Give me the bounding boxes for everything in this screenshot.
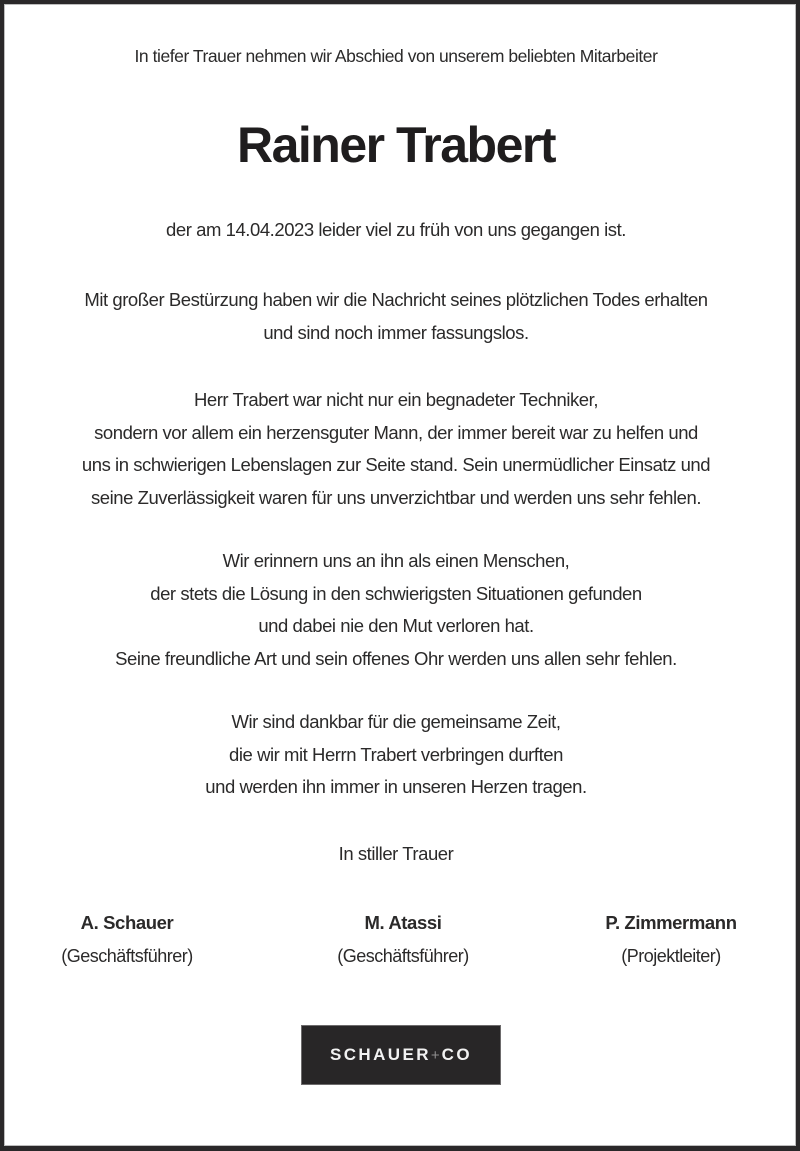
paragraph-3 <box>0 545 796 675</box>
paragraph-line: Seine freundliche Art und sein offenes Ohr werden uns allen sehr fehlen. <box>115 647 677 669</box>
logo-text-left: SCHAUER <box>330 1045 431 1064</box>
paragraph-line: sondern vor allem ein herzensguter Mann, der immer bereit war zu helfen und <box>94 421 698 443</box>
paragraph-line: die wir mit Herrn Trabert verbringen durften <box>229 743 563 765</box>
signatory-3 <box>541 910 800 974</box>
signatory-1 <box>0 910 257 974</box>
paragraph-line: und dabei nie den Mut verloren hat. <box>258 615 534 636</box>
paragraph-line: Herr Trabert war nicht nur ein begnadeter Techniker, <box>193 389 599 410</box>
paragraph-4 <box>0 706 796 804</box>
plus-icon: + <box>430 1046 441 1064</box>
paragraph-line: der stets die Lösung in den schwierigsten Situationen gefunden <box>150 582 642 604</box>
paragraph-line: Wir erinnern uns an ihn als einen Menschen, <box>222 550 570 571</box>
signatory-name: P. Zimmermann <box>605 912 737 933</box>
signatory-role: (Geschäftsführer) <box>61 946 193 966</box>
closing-line: In stiller Trauer <box>338 843 454 864</box>
signatory-2 <box>273 910 533 974</box>
paragraph-line: uns in schwierigen Lebenslagen zur Seite stand. Sein unermüdlicher Einsatz und <box>81 454 711 475</box>
company-logo <box>302 1026 500 1084</box>
paragraph-line: Wir sind dankbar für die gemeinsame Zeit, <box>231 711 561 732</box>
paragraph-line: Mit großer Bestürzung haben wir die Nachricht seines plötzlichen Todes erhalten <box>84 289 708 310</box>
signatory-role: (Geschäftsführer) <box>337 946 469 966</box>
paragraph-line: und sind noch immer fassungslos. <box>263 321 529 343</box>
intro-line: In tiefer Trauer nehmen wir Abschied von unserem beliebten Mitarbeiter <box>134 46 658 66</box>
paragraph-line: seine Zuverlässigkeit waren für uns unverzichtbar und werden uns sehr fehlen. <box>90 486 702 508</box>
date-line: der am 14.04.2023 leider viel zu früh von uns gegangen ist. <box>166 219 626 240</box>
paragraph-1 <box>0 284 796 349</box>
signatory-role: (Projektleiter) <box>621 946 721 966</box>
paragraph-2 <box>0 384 796 514</box>
deceased-name: Rainer Trabert <box>236 117 555 173</box>
signatory-name: A. Schauer <box>80 912 174 933</box>
signatory-name: M. Atassi <box>364 912 442 933</box>
paragraph-line: und werden ihn immer in unseren Herzen tragen. <box>205 776 587 797</box>
logo-text-right: CO <box>441 1045 472 1064</box>
